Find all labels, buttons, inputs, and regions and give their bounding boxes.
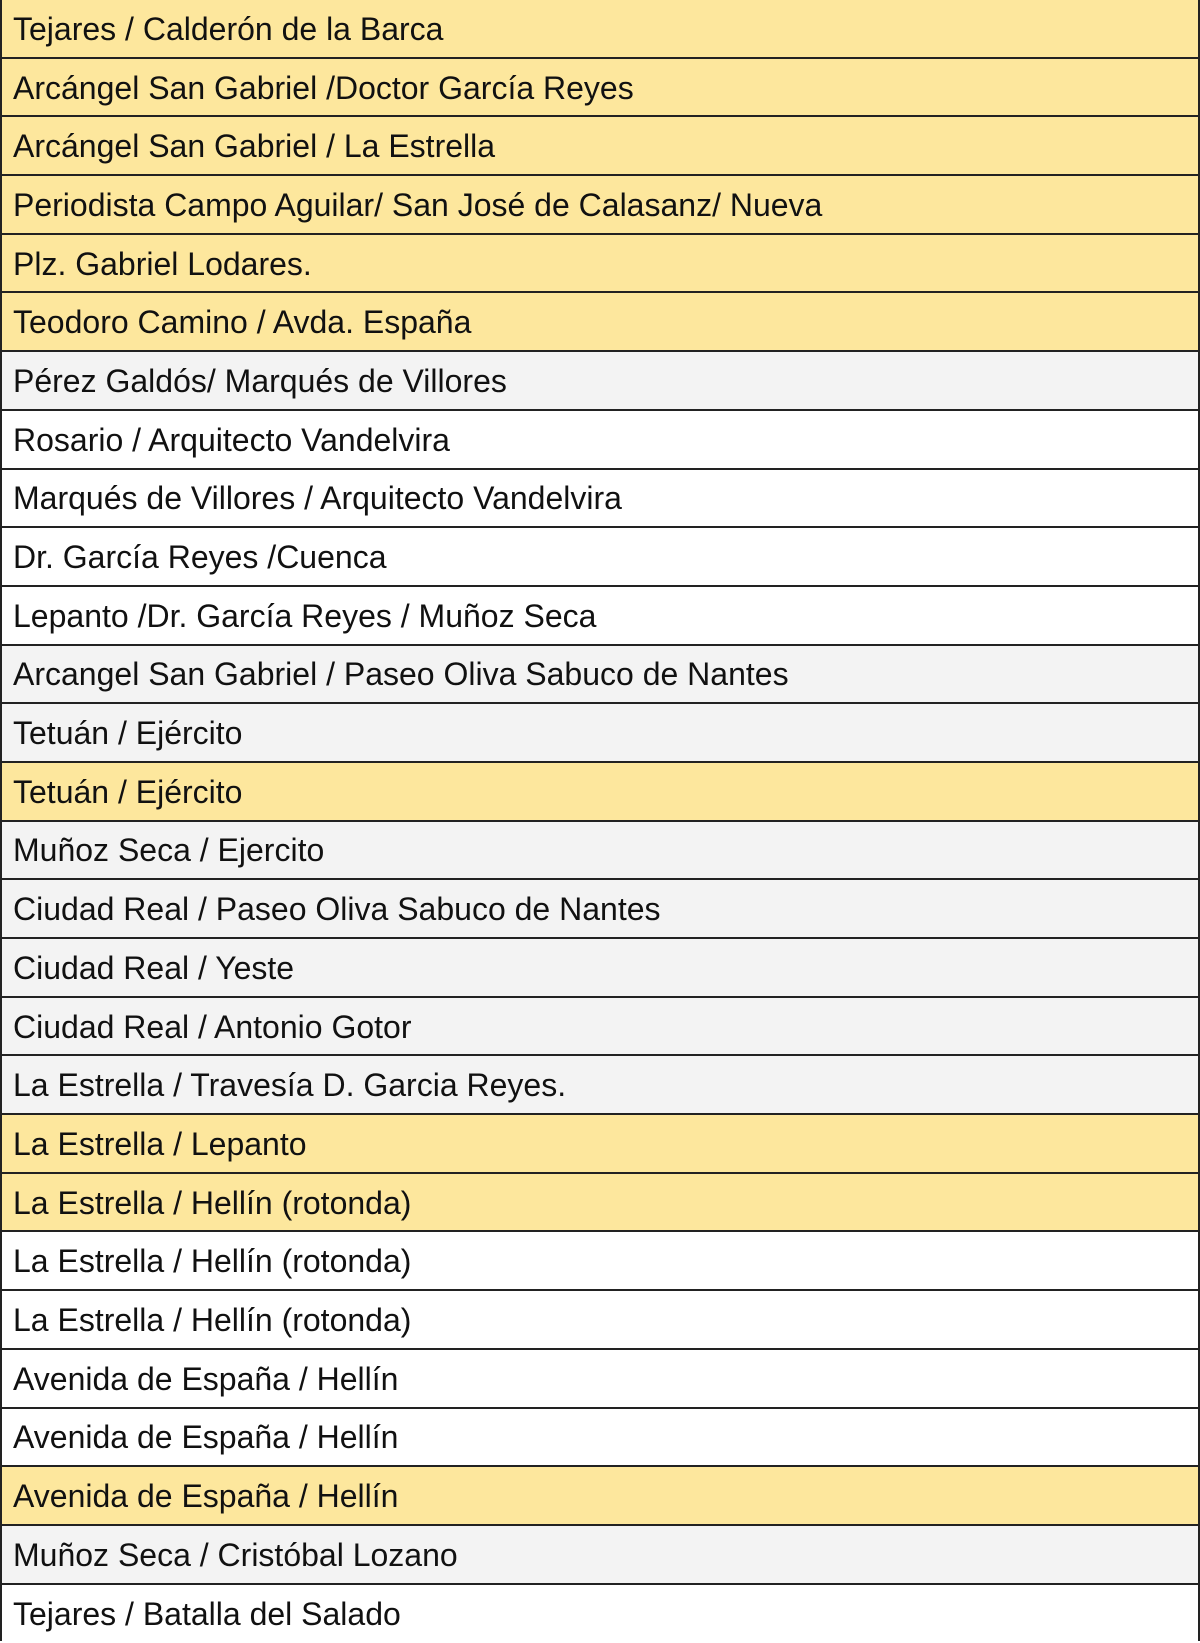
table-row <box>2 822 1198 881</box>
table-cell-location: Ciudad Real / Antonio Gotor <box>13 1008 412 1045</box>
table-row <box>2 1526 1198 1585</box>
table-cell-location: La Estrella / Lepanto <box>13 1125 307 1162</box>
table-cell-location: Marqués de Villores / Arquitecto Vandelvira <box>13 480 622 517</box>
table-row <box>2 1585 1198 1643</box>
table-row <box>2 998 1198 1057</box>
table-cell-location: Lepanto /Dr. García Reyes / Muñoz Seca <box>13 597 597 634</box>
table-cell-location: Muñoz Seca / Ejercito <box>13 832 325 869</box>
table-row <box>2 1467 1198 1526</box>
table-cell-location: Tetuán / Ejército <box>13 715 243 752</box>
table-row <box>2 411 1198 470</box>
table-row <box>2 59 1198 118</box>
table-cell-location: La Estrella / Hellín (rotonda) <box>13 1184 412 1221</box>
table-row <box>2 470 1198 529</box>
table-row <box>2 1409 1198 1468</box>
table-cell-location: Tejares / Calderón de la Barca <box>13 10 444 47</box>
table-row <box>2 117 1198 176</box>
table-cell-location: La Estrella / Travesía D. Garcia Reyes. <box>13 1067 567 1104</box>
table-cell-location: Arcangel San Gabriel / Paseo Oliva Sabuco de Nantes <box>13 656 789 693</box>
table-row <box>2 1350 1198 1409</box>
table-row <box>2 880 1198 939</box>
table-row <box>2 176 1198 235</box>
table-row <box>2 763 1198 822</box>
table-cell-location: Pérez Galdós/ Marqués de Villores <box>13 362 507 399</box>
table-row <box>2 293 1198 352</box>
table-row <box>2 0 1198 59</box>
table-cell-location: Dr. García Reyes /Cuenca <box>13 539 387 576</box>
table-cell-location: Avenida de España / Hellín <box>13 1360 399 1397</box>
table-cell-location: La Estrella / Hellín (rotonda) <box>13 1243 412 1280</box>
table-cell-location: La Estrella / Hellín (rotonda) <box>13 1301 412 1338</box>
table-row <box>2 528 1198 587</box>
table-cell-location: Rosario / Arquitecto Vandelvira <box>13 421 450 458</box>
table-cell-location: Avenida de España / Hellín <box>13 1419 399 1456</box>
table-cell-location: Muñoz Seca / Cristóbal Lozano <box>13 1536 458 1573</box>
table-row <box>2 235 1198 294</box>
table-row <box>2 1174 1198 1233</box>
table-cell-location: Tetuán / Ejército <box>13 773 243 810</box>
table-row <box>2 939 1198 998</box>
table-cell-location: Arcángel San Gabriel / La Estrella <box>13 128 496 165</box>
table-cell-location: Ciudad Real / Paseo Oliva Sabuco de Nantes <box>13 891 661 928</box>
table-cell-location: Tejares / Batalla del Salado <box>13 1596 401 1633</box>
table-cell-location: Plz. Gabriel Lodares. <box>13 245 312 282</box>
table-row <box>2 587 1198 646</box>
table-cell-location: Teodoro Camino / Avda. España <box>13 304 472 341</box>
table-cell-location: Ciudad Real / Yeste <box>13 949 295 986</box>
table-row <box>2 1115 1198 1174</box>
table-row <box>2 646 1198 705</box>
table-row <box>2 352 1198 411</box>
table-cell-location: Periodista Campo Aguilar/ San José de Calasanz/ Nueva <box>13 186 823 223</box>
table-row <box>2 1056 1198 1115</box>
table-cell-location: Avenida de España / Hellín <box>13 1478 399 1515</box>
table-row <box>2 1232 1198 1291</box>
table-row <box>2 1291 1198 1350</box>
table-cell-location: Arcángel San Gabriel /Doctor García Reyes <box>13 69 634 106</box>
table-row <box>2 704 1198 763</box>
